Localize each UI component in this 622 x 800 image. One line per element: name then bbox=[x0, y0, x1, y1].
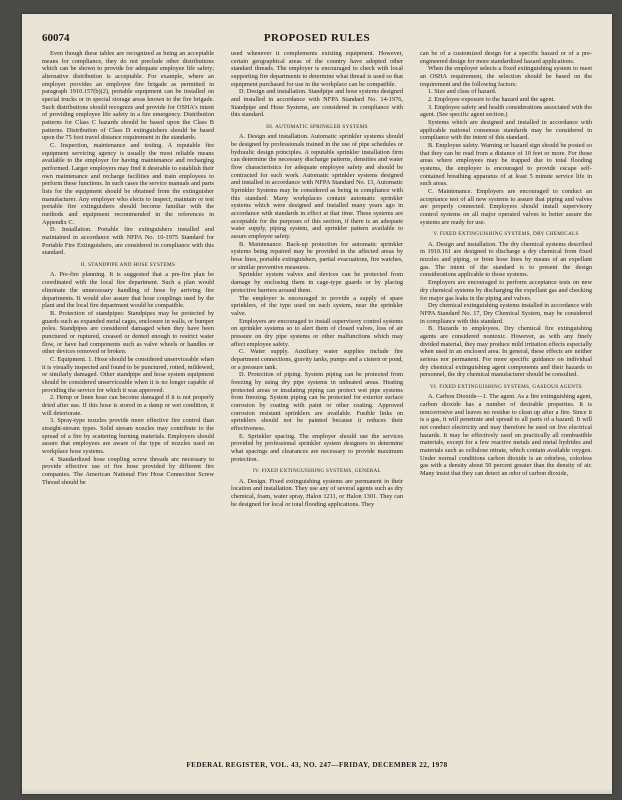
paragraph: B. Maintenance. Back-up protection for automatic sprinkler systems being repaired may be provided in the affected areas by hose lines, portable extinguishers, partial evacuations, fire watches, or similar preventive measures. bbox=[231, 240, 403, 271]
paragraph: C. Maintenance. Employers are encouraged to conduct an acceptance test of all new systems to assure that piping and valves are properly connected. Employers should install supervisory control systems on all major operated valves to better assure the systems are ready for use. bbox=[420, 188, 592, 226]
paragraph: C. Inspection, maintenance and testing. A reputable fire equipment servicing agency is usually the most reliable means available to the employer for having maintenance and recharging performed. Larger employers may find it desirable to establish their own maintenance and recharge facilities and train employees to perform these functions. In such cases the service manuals and parts lists for the equipment should be obtained from the extinguisher manufacturer. Any employer who elects to inspect, maintain or test portable fire extinguishers should become familiar with the methods and equipment recommended in the references in Appendix C. bbox=[42, 142, 214, 226]
page-footer: FEDERAL REGISTER, VOL. 43, NO. 247—FRIDAY, DECEMBER 22, 1978 bbox=[186, 761, 448, 769]
paragraph: Dry chemical extinguishing systems installed in accordance with NFPA Standard No. 17, Dry Chemical System, may be considered in compliance with this standard. bbox=[420, 302, 592, 325]
paragraph: D. Protection of piping. System piping can be protected from freezing by using dry pipe systems in unheated areas. Heating protected areas or insulating piping can protect wet pipe systems from freezing. System piping can be protected for exterior surface corrosion by coating with paint or other coating. Approved corrosion resistant sprinklers are available. Fusible links on sprinklers should not be painted because it reduces their effectiveness. bbox=[231, 371, 403, 432]
column-1 bbox=[42, 50, 214, 748]
paragraph: B. Hazards to employees. Dry chemical fire extinguishing agents are considered nontoxic. However, as with any finely divided material, they may produce mild irritation effects especially when used in an enclosed area. In general, these effects are neither serious nor permanent. For more specific guidance on individual dry chemical extinguishing agent components and their hazards to personnel, the dry chemical manufacturer should be consulted. bbox=[420, 325, 592, 379]
paragraph: 2. Hemp or linen hose can become damaged if it is not properly dried after use. If this hose is stored in a damp or wet condition, it will deteriorate. bbox=[42, 394, 214, 417]
paragraph: Employers are encouraged to install supervisory control systems on sprinkler systems so to alert them of closed valves, loss of air pressure on dry pipe systems or other malfunctions which may affect employee safety. bbox=[231, 317, 403, 348]
paragraph: D. Installation. Portable fire extinguishers installed and maintained in accordance with NFPA No. 10-1975 Standard for Portable Fire Extinguishers, are considered in compliance with this standard. bbox=[42, 226, 214, 257]
paragraph: D. Design and installation. Standpipe and hose systems designed and installed in accordance with NFPA Standard No. 14-1976, Standpipe and Hose Systems, are considered in compliance with this standard. bbox=[231, 88, 403, 119]
list-item: 2. Employee exposure to the hazard and the agent. bbox=[428, 96, 555, 104]
paragraph: Employers are encouraged to perform acceptance tests on new dry chemical systems by discharging the expellant gas and checking for major gas leaks in the piping and valves. bbox=[420, 279, 592, 302]
paragraph: B. Employee safety. Warning or hazard sign should be posted so that they can be read from a distance of 10 feet or more. For those areas where employees may be trapped due to total flooding systems, the employer is encouraged to provide escape self-contained breathing apparatus of at least 5 minute service life in such areas. bbox=[420, 142, 592, 188]
section-heading: III. AUTOMATIC SPRINKLER SYSTEMS bbox=[266, 124, 368, 131]
paragraph: A. Design. Fixed extinguishing systems are permanent in their location and installation. They use any of several agents such as dry chemical, foam, water spray, Halon 1211, or Halon 1301. They can be designed for local or total flooding applications. They bbox=[231, 477, 403, 508]
paragraph: A. Design and installation. Automatic sprinkler systems should be designed by professionals trained in the use of pipe schedules or hydraulic design principles. A reputable sprinkler installation firm can determine the necessary discharge patterns, densities and water flow characteristics for adequate employee safety and should be contracted for such work. Automatic sprinkler systems designed and installed in accordance with NFPA Standard No. 13, Automatic Sprinkler Systems may be considered as being in compliance with this standard. Many workplaces contain automatic sprinkler systems which were designed and installed many years ago in accordance with standards in effect at that time. These systems are acceptable for the purposes of this section, if there is an adequate water supply, piping system, and sprinkler pattern available to assure employee safety. bbox=[231, 133, 403, 241]
list-item: 1. Size and class of hazard. bbox=[428, 88, 497, 96]
paragraph: The employer is encouraged to provide a supply of spare sprinklers, of the type used on each system, near the sprinkler valve. bbox=[231, 294, 403, 317]
running-head: PROPOSED RULES bbox=[263, 32, 371, 44]
page-edge bbox=[22, 788, 612, 794]
paragraph: can be of a customized design for a specific hazard or of a pre-engineered design for more standardized hazard applications. bbox=[420, 50, 592, 65]
text-columns bbox=[42, 50, 592, 748]
paragraph: C. Water supply. Auxiliary water supplies include fire department connections, gravity tanks, pumps and a cistern or pond, or a pressure tank. bbox=[231, 348, 403, 371]
list-item: 3. Employee safety and health considerations associated with the agent. (See specific agent section.) bbox=[420, 103, 592, 119]
section-heading: II. STANDPIPE AND HOSE SYSTEMS bbox=[80, 262, 176, 269]
paragraph: A. Pre-fire planning. It is suggested that a pre-fire plan be coordinated with the local fire department. Such a plan would eliminate the unnecessary handling of hose by arriving fire departments. It would also assure that hose couplings used by the plant and the local fire department would be compatible. bbox=[42, 271, 214, 310]
document-page bbox=[22, 14, 612, 794]
paragraph: A. Carbon Dioxide—1. The agent. As a fire extinguishing agent, carbon dioxide has a number of desirable properties. It is noncorrosive and leaves no residue to clean up after a fire. Since it is a gas, it will penetrate and spread to all parts of a hazard. It will not conduct electricity and may therefore be used on live electrical hazards. It may be effectively used on practically all combustible materials, except for a few reactive metals and metal hydrides and materials such as cellulose nitrate, which contain available oxygen. Under normal conditions carbon dioxide is an odorless, colorless gas with a density about 50 percent greater than the density of air. Many insist that they can detect an odor of carbon dioxide, bbox=[420, 393, 592, 477]
paragraph: A. Design and installation. The dry chemical systems described in 1910.161 are designed to discharge a dry chemical from fixed nozzles and piping, or from hose lines by means of an expellant gas. The intent of the standard is to present the design considerations applicable to those systems. bbox=[420, 240, 592, 279]
section-heading: VI. FIXED EXTINGUISHING SYSTEMS, GASEOUS AGENTS bbox=[429, 383, 582, 390]
column-3 bbox=[420, 50, 592, 748]
section-heading: IV. FIXED EXTINGUISHING SYSTEMS, GENERAL bbox=[252, 468, 382, 475]
paragraph: E. Sprinkler spacing. The employer should use the services provided by professional sprinkler system designers to determine what spacings and clearances are necessary to provide maximum protection. bbox=[231, 432, 403, 463]
page-header bbox=[22, 14, 612, 54]
paragraph: Sprinkler system valves and devices can be protected from damage by enclosing them in cage-type guards or by placing protective barriers around them. bbox=[231, 271, 403, 294]
section-heading: V. FIXED EXTINGUISHING SYSTEMS, DRY CHEMICALS bbox=[433, 231, 579, 238]
paragraph: C. Equipment. 1. Hose should be considered unserviceable when it is visually inspected and found to be punctured, rotted, mildewed, or similarly damaged. Other standpipe and hose system equipment should be considered unserviceable when it is no longer capable of providing the service for which it was approved. bbox=[42, 355, 214, 394]
paragraph: 3. Spray-type nozzles provide more effective fire control than straight-stream types. Solid stream nozzles may contribute to the spread of a fire by scattering burning materials. Employers should assure that employees are aware of the type of nozzles used on workplace hose systems. bbox=[42, 417, 214, 455]
paragraph: When the employer selects a fixed extinguishing system to meet an OSHA requirement, the selection should be based on the requirement and the following factors: bbox=[420, 65, 592, 88]
page-number: 60074 bbox=[42, 32, 70, 44]
column-2 bbox=[231, 50, 403, 748]
paragraph: Even though these tables are recognized as being an acceptable means for compliance, they do not preclude other distributions which can be shown to provide for adequate employee life safety; alternative distribution is acceptable. For example, where an employer provides an employee fire brigade as permitted in paragraph 1910.157(b)(2), portable equipment can be installed on special trucks or in special storage areas known to the fire brigade. Such distributions should recognize and provide for OSHA's intent of providing employee life safety in a fire emergency. Distribution patterns for Class C hazards should be based upon the Class B patterns. Distribution of Class D extinguishers should be based upon the 75 foot travel distance requirement in the standards. bbox=[42, 50, 214, 142]
paragraph: Systems which are designed and installed in accordance with applicable national consensus standards may be considered in compliance with the intent of this standard. bbox=[420, 119, 592, 142]
paragraph: B. Protection of standpipes: Standpipes may be protected by guards such as expanded metal cages, enclosure in walls, or bumper poles. Standpipes are considered damaged when they have been punctured or ruptured, creased or dented enough to restrict water flow, or have had components such as valve wheels or handles or other devices removed or broken. bbox=[42, 309, 214, 356]
paragraph: used whenever it complements existing equipment. However, certain geographical areas of the country have adopted other standard threads. The employer is encouraged to check with local supporting fire departments to determine what thread is used so that equipment purchased for use in the workplace can be compatible. bbox=[231, 50, 403, 88]
paragraph: 4. Standardized hose coupling screw threads are necessary to provide effective use of fire hose provided by different fire companies. The American National Fire Hose Connection Screw Thread should be bbox=[42, 455, 214, 486]
